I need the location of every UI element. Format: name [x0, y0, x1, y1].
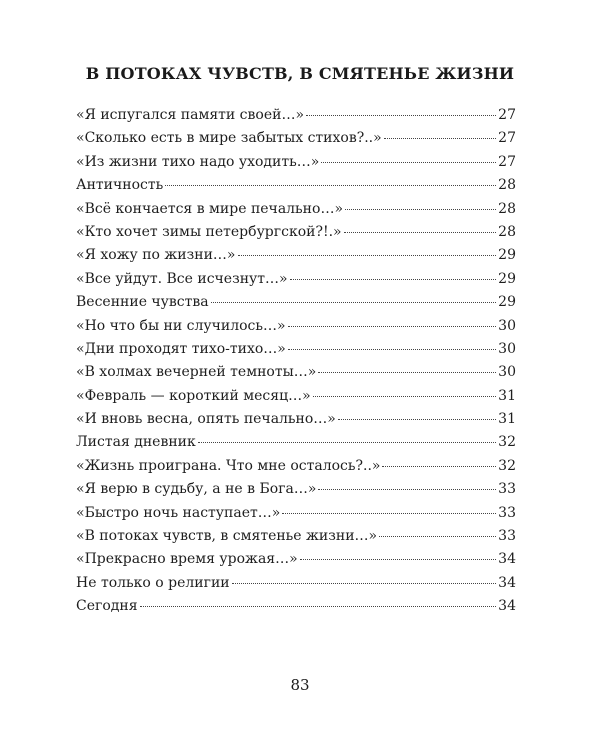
- dot-leader: [140, 606, 496, 607]
- toc-entry: [76, 291, 516, 314]
- dot-leader: [306, 115, 496, 116]
- toc-entry: [76, 361, 516, 384]
- toc-entry: [76, 221, 516, 244]
- toc-entry-page: 34: [498, 598, 516, 615]
- toc-entry-page: 27: [498, 107, 516, 123]
- toc-entry: [76, 151, 516, 174]
- toc-entry: [76, 502, 516, 525]
- toc-entry-title: Весенние чувства: [76, 294, 209, 311]
- toc-entry-title: Не только о религии: [76, 574, 230, 591]
- toc-entry-title: «В потоках чувств, в смятенье жизни…»: [76, 528, 378, 545]
- dot-leader: [313, 396, 496, 397]
- toc-entry-title: «Сколько есть в мире забытых стихов?..»: [76, 130, 382, 147]
- toc-entry-title: «Из жизни тихо надо уходить…»: [76, 153, 320, 170]
- toc-entry-title: «Прекрасно время урожая…»: [76, 551, 298, 568]
- dot-leader: [288, 349, 496, 350]
- toc-entry-title: Античность: [76, 177, 164, 194]
- toc-entry: [76, 595, 516, 618]
- toc-entry-title: «Дни проходят тихо-тихо…»: [76, 340, 286, 357]
- toc-entry-page: 30: [498, 317, 516, 334]
- toc-entry-title: «Всё кончается в мире печально…»: [76, 200, 344, 217]
- toc-entry-title: «Жизнь проиграна. Что мне осталось?..»: [76, 457, 381, 474]
- toc-entry: [76, 104, 516, 127]
- toc-entry-page: 27: [498, 130, 516, 147]
- toc-entry-page: 28: [498, 200, 516, 217]
- toc-entry-page: 32: [498, 457, 516, 474]
- dot-leader: [338, 419, 496, 420]
- toc-entry-page: 28: [498, 177, 516, 194]
- dot-leader: [318, 372, 496, 373]
- toc-entry-title: «Я верю в судьбу, а не в Бога…»: [76, 481, 317, 498]
- toc-entry-page: 30: [498, 364, 516, 381]
- dot-leader: [318, 489, 496, 490]
- dot-leader: [232, 583, 496, 584]
- toc-entry: [76, 174, 516, 197]
- toc-entry-page: 34: [498, 551, 516, 568]
- dot-leader: [288, 326, 496, 327]
- toc-entry-page: 29: [498, 247, 516, 264]
- toc-entry-title: «Кто хочет зимы петербургской?!.»: [76, 223, 342, 240]
- dot-leader: [382, 466, 496, 467]
- dot-leader: [198, 442, 496, 443]
- toc-entry-page: 34: [498, 574, 516, 591]
- toc-entry-page: 31: [498, 411, 516, 428]
- dot-leader: [379, 536, 496, 537]
- dot-leader: [165, 185, 496, 186]
- toc-entry: [76, 385, 516, 408]
- dot-leader: [321, 162, 496, 163]
- toc-entry-title: «Но что бы ни случилось…»: [76, 317, 286, 334]
- dot-leader: [344, 232, 496, 233]
- toc-entry-title: «Я хожу по жизни…»: [76, 247, 236, 264]
- toc-entry-page: 29: [498, 270, 516, 287]
- toc-entry-page: 28: [498, 223, 516, 240]
- table-of-contents: [76, 104, 516, 619]
- page-number: 83: [290, 676, 310, 694]
- dot-leader: [238, 255, 497, 256]
- toc-entry: [76, 572, 516, 595]
- toc-entry: [76, 198, 516, 221]
- toc-entry-title: «И вновь весна, опять печально…»: [76, 411, 336, 428]
- toc-entry: [76, 338, 516, 361]
- toc-entry: [76, 127, 516, 150]
- toc-entry-page: 27: [498, 153, 516, 170]
- toc-entry-title: Сегодня: [76, 598, 138, 615]
- toc-entry-page: 33: [498, 504, 516, 521]
- toc-entry: [76, 315, 516, 338]
- dot-leader: [282, 513, 496, 514]
- dot-leader: [290, 279, 496, 280]
- toc-entry: [76, 455, 516, 478]
- toc-entry-page: 31: [498, 387, 516, 404]
- toc-entry-page: 33: [498, 528, 516, 545]
- toc-entry: [76, 525, 516, 548]
- toc-entry: [76, 268, 516, 291]
- toc-entry: [76, 548, 516, 571]
- toc-entry-title: «Все уйдут. Все исчезнут…»: [76, 270, 288, 287]
- toc-entry-page: 29: [498, 294, 516, 311]
- toc-entry-title: «Я испугался памяти своей…»: [76, 107, 305, 123]
- toc-entry-page: 30: [498, 340, 516, 357]
- toc-entry: [76, 244, 516, 267]
- toc-entry: [76, 431, 516, 454]
- section-title: В ПОТОКАХ ЧУВСТВ, В СМЯТЕНЬЕ ЖИЗНИ: [85, 64, 515, 83]
- toc-entry-title: «Быстро ночь наступает…»: [76, 504, 281, 521]
- toc-entry-page: 33: [498, 481, 516, 498]
- dot-leader: [300, 559, 496, 560]
- toc-entry-title: Листая дневник: [76, 434, 196, 451]
- dot-leader: [211, 302, 496, 303]
- toc-entry: [76, 478, 516, 501]
- toc-entry-title: «В холмах вечерней темноты…»: [76, 364, 317, 381]
- dot-leader: [345, 209, 496, 210]
- toc-entry-page: 32: [498, 434, 516, 451]
- toc-entry-title: «Февраль — короткий месяц…»: [76, 387, 311, 404]
- toc-entry: [76, 408, 516, 431]
- dot-leader: [384, 138, 496, 139]
